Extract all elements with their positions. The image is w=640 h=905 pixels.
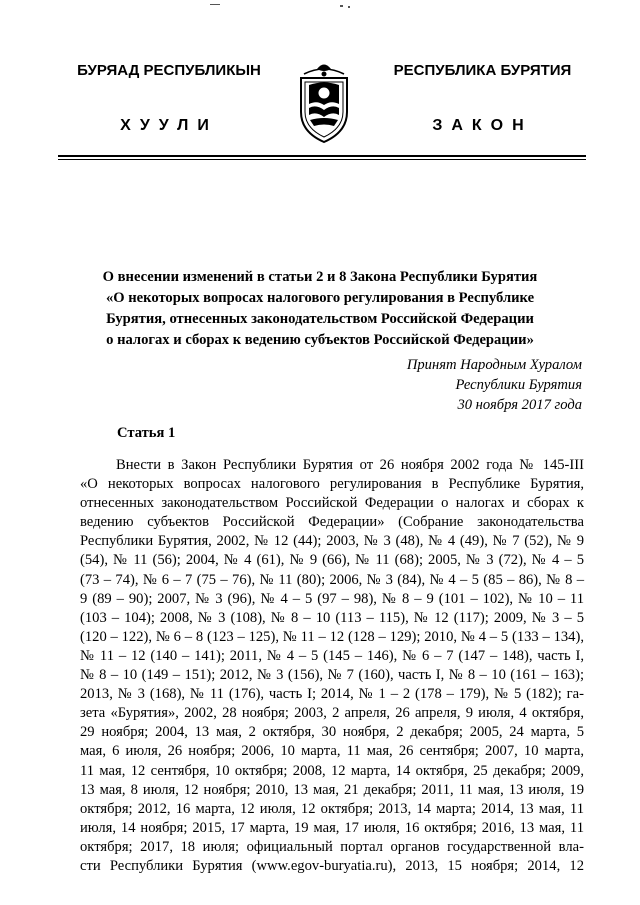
body-line: Внести в Закон Республики Бурятия от 26 ноября 2002 года № 145-III xyxy=(116,457,584,473)
header-rule xyxy=(58,155,586,157)
adoption-line: Республики Бурятия xyxy=(455,377,582,393)
body-line: Республики Бурятия, 2002, № 12 (44); 2003, № 3 (48), № 4 (49), № 7 (52), № 9 xyxy=(80,533,584,550)
scan-marks xyxy=(0,0,640,12)
body-line: ведению субъектов Российской Федерации» (Собрание законодательства xyxy=(80,514,584,531)
body-line: 11 мая, 12 сентября, 10 октября; 2008, 12 марта, 14 октября, 25 декабря; 2009, xyxy=(80,762,584,779)
law-title-line: о налогах и сборах к ведению субъектов Российской Федерации» xyxy=(106,332,534,348)
coat-of-arms-emblem xyxy=(296,60,352,146)
body-line: июля, 14 ноября; 2015, 17 марта, 19 мая, 17 июля, 16 октября; 2016, 13 мая, 11 xyxy=(80,819,584,836)
adoption-line: Принят Народным Хуралом xyxy=(406,357,582,373)
adoption-note xyxy=(282,355,582,415)
body-line: мая, 6 июля, 26 ноября; 2006, 10 марта, 11 мая, 26 сентября; 2007, 10 марта, xyxy=(80,743,584,760)
body-line: (73 – 74), № 6 – 7 (75 – 76), № 11 (80); 2006, № 3 (84), № 4 – 5 (85 – 86), № 8 – xyxy=(80,571,584,588)
law-title-line: «О некоторых вопросах налогового регулирования в Республике xyxy=(105,290,535,306)
article-heading: Статья 1 xyxy=(117,425,176,441)
header-republic-buryatia: РЕСПУБЛИКА БУРЯТИЯ xyxy=(393,62,572,79)
body-line: (120 – 122), № 6 – 8 (123 – 125), № 11 – 12 (128 – 129); 2010, № 4 – 5 (133 – 134), xyxy=(80,628,584,645)
body-line: зета «Бурятия», 2002, 28 ноября; 2003, 2 апреля, 26 апреля, 9 июля, 4 октября, xyxy=(80,705,584,722)
body-line: (103 – 104); 2008, № 3 (108), № 8 – 10 (113 – 115), № 12 (117); 2009, № 3 – 5 xyxy=(80,609,584,626)
body-line: отнесенных законодательством Российской Федерации о налогах и сборах к xyxy=(80,495,584,512)
article-body xyxy=(80,456,584,876)
body-line: октября; 2012, 16 марта, 12 июля, 12 октября; 2013, 14 марта; 2014, 13 мая, 11 xyxy=(80,800,584,817)
body-line: 29 ноября; 2004, 13 мая, 2 октября, 30 ноября, 2 декабря; 2005, 24 марта, 5 xyxy=(80,724,584,741)
law-title-line: Бурятия, отнесенных законодательством Российской Федерации xyxy=(106,311,534,327)
body-line: 9 (89 – 90); 2007, № 3 (96), № 4 – 5 (97 – 98), № 8 – 9 (101 – 102), № 10 – 11 xyxy=(80,590,584,607)
header-khuuli: ХУУЛИ xyxy=(120,117,218,134)
header-zakon: ЗАКОН xyxy=(432,117,533,134)
law-title-line: О внесении изменений в статьи 2 и 8 Закона Республики Бурятия xyxy=(102,269,538,285)
header-rule-thin xyxy=(58,159,586,160)
law-title xyxy=(80,267,560,351)
body-line: № 11 – 12 (140 – 141); 2011, № 4 – 5 (145 – 146), № 6 – 7 (147 – 148), часть I, xyxy=(80,647,584,664)
body-line: (54), № 11 (56); 2004, № 4 (61), № 9 (66), № 11 (68); 2005, № 3 (72), № 4 – 5 xyxy=(80,552,584,569)
body-line: № 8 – 10 (149 – 151); 2012, № 3 (156), № 7 (160), часть I, № 8 – 10 (161 – 163); xyxy=(80,667,584,684)
header-buryat-republic: БУРЯАД РЕСПУБЛИКЫН xyxy=(77,62,261,79)
body-line: сти Республики Бурятия (www.egov-buryatia.ru), 2013, 15 ноября; 2014, 12 xyxy=(80,857,584,874)
body-line: «О некоторых вопросах налогового регулирования в Республике Бурятия, xyxy=(80,476,584,493)
body-line: 13 мая, 8 июля, 12 ноября; 2010, 13 мая, 21 декабря; 2011, 11 мая, 13 июля, 19 xyxy=(80,781,584,798)
body-line: 2013, № 3 (168), № 11 (176), часть I; 2014, № 1 – 2 (178 – 179), № 5 (182); га- xyxy=(80,686,584,703)
adoption-date: 30 ноября 2017 года xyxy=(457,397,582,413)
body-line: октября; 2017, 18 июля; официальный портал органов государственной вла- xyxy=(80,838,584,855)
